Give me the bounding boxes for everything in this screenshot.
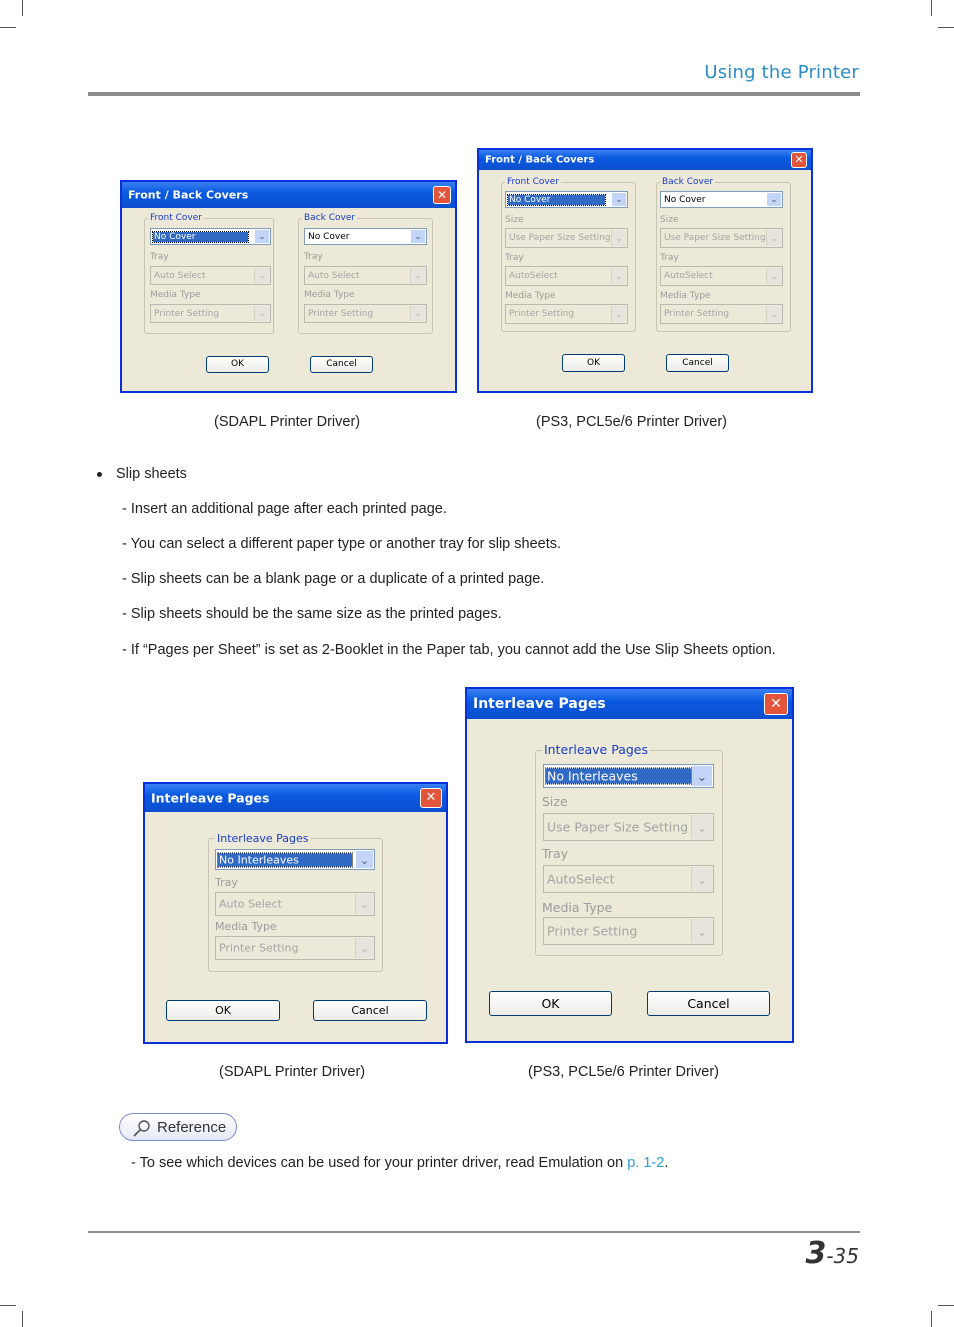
interleave-group-label: Interleave Pages xyxy=(544,742,648,757)
crop-mark xyxy=(938,27,954,28)
interleave-select[interactable]: No Interleaves ⌄ xyxy=(543,764,714,788)
size-label: Size xyxy=(505,215,524,225)
chevron-down-icon: ⌄ xyxy=(691,867,712,891)
ok-button[interactable]: OK xyxy=(562,354,625,372)
tray-select: Auto Select ⌄ xyxy=(215,892,375,916)
cancel-button[interactable]: Cancel xyxy=(310,356,373,373)
chevron-down-icon: ⌄ xyxy=(691,919,712,943)
chevron-down-icon: ⌄ xyxy=(254,268,269,283)
bullet-icon xyxy=(97,472,102,477)
back-cover-label: Back Cover xyxy=(304,213,356,223)
dialog-title: Front / Back Covers xyxy=(128,188,249,202)
media-type-label: Media Type xyxy=(542,900,613,915)
list-item: - Insert an additional page after each printed page. xyxy=(122,501,447,517)
chevron-down-icon: ⌄ xyxy=(766,230,781,246)
crop-mark xyxy=(931,1311,932,1327)
covers-dialog-sdapl xyxy=(120,180,457,393)
list-item: - Slip sheets should be the same size as the printed pages. xyxy=(122,606,502,622)
chevron-down-icon: ⌄ xyxy=(410,306,425,321)
media-type-select: Printer Setting ⌄ xyxy=(660,304,783,324)
media-type-select: Printer Setting ⌄ xyxy=(215,936,375,960)
interleave-dialog-ps xyxy=(465,687,794,1043)
page-link[interactable]: p. 1-2 xyxy=(627,1155,665,1171)
chevron-down-icon: ⌄ xyxy=(254,306,269,321)
reference-label: Reference xyxy=(157,1119,227,1136)
back-cover-select[interactable]: No Cover ⌄ xyxy=(660,191,783,208)
interleave-select[interactable]: No Interleaves ⌄ xyxy=(215,849,375,870)
reference-badge xyxy=(119,1113,237,1141)
close-icon[interactable]: ✕ xyxy=(433,186,451,204)
size-select: Use Paper Size Setting ⌄ xyxy=(543,813,714,841)
crop-mark xyxy=(0,1305,16,1306)
size-label: Size xyxy=(660,215,679,225)
header-title: Using the Printer xyxy=(704,62,859,83)
tray-label: Tray xyxy=(505,253,524,263)
crop-mark xyxy=(938,1305,954,1306)
tray-label: Tray xyxy=(150,252,169,262)
media-type-label: Media Type xyxy=(150,290,201,300)
crop-mark xyxy=(931,0,932,16)
tray-select: Auto Select ⌄ xyxy=(150,266,271,285)
close-icon[interactable]: ✕ xyxy=(420,788,442,808)
tray-label: Tray xyxy=(660,253,679,263)
size-select: Use Paper Size Setting ⌄ xyxy=(505,228,628,248)
media-type-select: Printer Setting ⌄ xyxy=(304,304,427,323)
chevron-down-icon: ⌄ xyxy=(410,268,425,283)
footer-rule xyxy=(88,1231,860,1233)
close-icon[interactable]: ✕ xyxy=(791,152,807,168)
list-item: - If “Pages per Sheet” is set as 2-Booklet in the Paper tab, you cannot add the Use Slip Sheets option. xyxy=(122,642,776,658)
crop-mark xyxy=(22,0,23,16)
tray-select: AutoSelect ⌄ xyxy=(505,266,628,286)
chevron-down-icon: ⌄ xyxy=(611,230,626,246)
list-item: - Slip sheets can be a blank page or a duplicate of a printed page. xyxy=(122,571,545,587)
cancel-button[interactable]: Cancel xyxy=(647,991,770,1016)
tray-select: AutoSelect ⌄ xyxy=(543,865,714,893)
tray-select: AutoSelect ⌄ xyxy=(660,266,783,286)
tray-select: Auto Select ⌄ xyxy=(304,266,427,285)
crop-mark xyxy=(0,27,16,28)
chevron-down-icon: ⌄ xyxy=(611,306,626,322)
page-suffix: -35 xyxy=(826,1244,859,1268)
chevron-down-icon: ⌄ xyxy=(766,306,781,322)
front-cover-label: Front Cover xyxy=(150,213,202,223)
caption-sdapl: (SDAPL Printer Driver) xyxy=(214,414,361,430)
cancel-button[interactable]: Cancel xyxy=(666,354,729,372)
list-item: - You can select a different paper type or another tray for slip sheets. xyxy=(122,536,562,552)
tray-label: Tray xyxy=(215,876,238,889)
dialog-title: Front / Back Covers xyxy=(485,154,595,166)
size-label: Size xyxy=(542,794,568,809)
dialog-titlebar xyxy=(467,689,792,719)
covers-dialog-ps xyxy=(477,148,813,393)
close-icon[interactable]: ✕ xyxy=(764,693,788,715)
chevron-down-icon: ⌄ xyxy=(255,230,269,243)
header-rule xyxy=(88,92,860,96)
chevron-down-icon: ⌄ xyxy=(355,938,373,958)
chapter-number: 3 xyxy=(805,1236,827,1271)
dialog-titlebar xyxy=(145,784,446,812)
back-cover-label: Back Cover xyxy=(662,177,714,187)
caption-ps: (PS3, PCL5e/6 Printer Driver) xyxy=(528,1064,719,1080)
caption-sdapl: (SDAPL Printer Driver) xyxy=(219,1064,366,1080)
chevron-down-icon: ⌄ xyxy=(411,230,425,243)
tray-label: Tray xyxy=(304,252,323,262)
chevron-down-icon: ⌄ xyxy=(611,268,626,284)
media-type-label: Media Type xyxy=(215,920,277,933)
cancel-button[interactable]: Cancel xyxy=(313,1000,427,1021)
chevron-down-icon: ⌄ xyxy=(355,894,373,914)
chevron-down-icon: ⌄ xyxy=(767,193,781,206)
reference-text: - To see which devices can be used for your printer driver, read Emulation on p. 1-2. xyxy=(131,1155,669,1171)
front-cover-label: Front Cover xyxy=(507,177,559,187)
size-select: Use Paper Size Setting ⌄ xyxy=(660,228,783,248)
chevron-down-icon: ⌄ xyxy=(766,268,781,284)
slip-sheets-heading: Slip sheets xyxy=(97,466,187,482)
back-cover-select[interactable]: No Cover ⌄ xyxy=(304,228,427,245)
ok-button[interactable]: OK xyxy=(206,356,269,373)
front-cover-select[interactable]: No Cover ⌄ xyxy=(150,228,271,245)
tray-label: Tray xyxy=(542,846,568,861)
media-type-select: Printer Setting ⌄ xyxy=(150,304,271,323)
chevron-down-icon: ⌄ xyxy=(356,851,373,868)
media-type-label: Media Type xyxy=(660,291,711,301)
chevron-down-icon: ⌄ xyxy=(692,766,712,786)
media-type-select: Printer Setting ⌄ xyxy=(505,304,628,324)
crop-mark xyxy=(22,1311,23,1327)
ok-button[interactable]: OK xyxy=(166,1000,280,1021)
dialog-titlebar xyxy=(479,150,811,170)
caption-ps: (PS3, PCL5e/6 Printer Driver) xyxy=(536,414,727,430)
media-type-select: Printer Setting ⌄ xyxy=(543,917,714,945)
magnifier-icon xyxy=(132,1119,152,1137)
dialog-titlebar xyxy=(122,182,455,208)
dialog-title: Interleave Pages xyxy=(473,696,606,712)
media-type-label: Media Type xyxy=(505,291,556,301)
front-cover-select[interactable]: No Cover ⌄ xyxy=(505,191,628,208)
interleave-dialog-sdapl xyxy=(143,782,448,1044)
page-number xyxy=(805,1236,859,1271)
interleave-group-label: Interleave Pages xyxy=(217,832,309,845)
chevron-down-icon: ⌄ xyxy=(691,815,712,839)
ok-button[interactable]: OK xyxy=(489,991,612,1016)
dialog-title: Interleave Pages xyxy=(151,790,270,806)
chevron-down-icon: ⌄ xyxy=(612,193,626,206)
media-type-label: Media Type xyxy=(304,290,355,300)
